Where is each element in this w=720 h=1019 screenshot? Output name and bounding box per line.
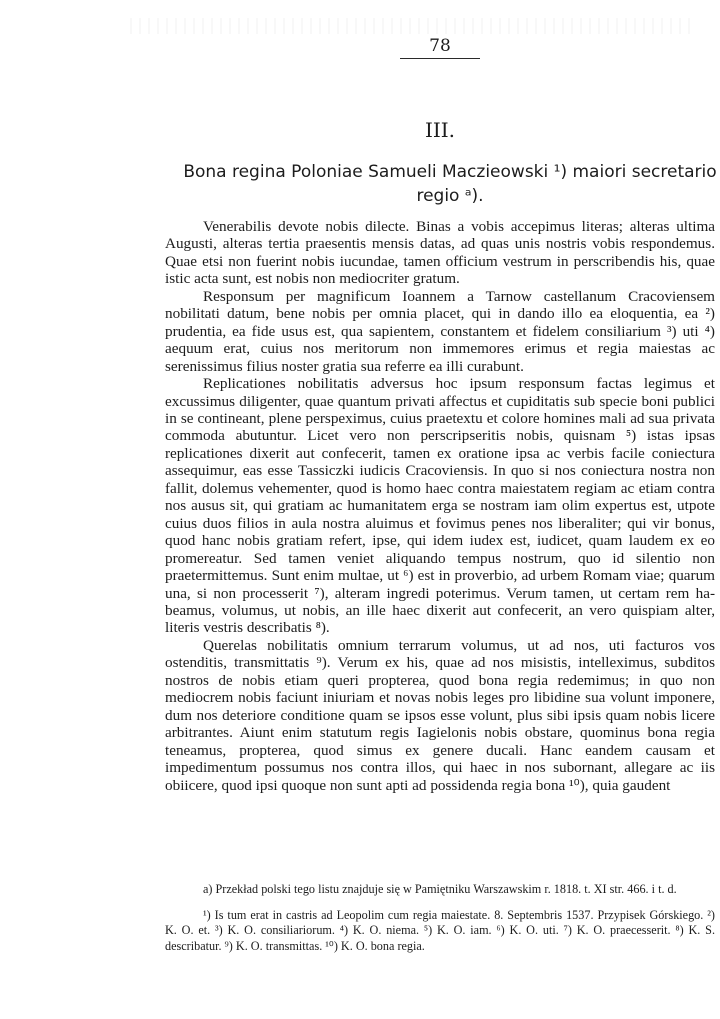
page-number-rule	[400, 58, 480, 59]
section-numeral: III.	[424, 118, 456, 142]
body-paragraph-2: Responsum per magnificum Ioannem a Tarnow castellanum Cracoviensem nobilitati datum, bene nobis per omnia placet, qui in dando illo ea eloquentia, ea ²) prudentia, ea fide usus est, qua sapientem, constantem et fidelem consiliarium ³) uti ⁴) aequum erat, cuius nos meritorum non immemores erimus et regia maiestas ac serenissimus filius noster gratia sua referre ea illi curabunt.	[165, 287, 715, 375]
body-paragraph-4: Querelas nobilitatis omnium terrarum volumus, ut ad nos, uti facturos vos ostenditis, transmittatis ⁹). Verum ex his, quae ad nos misistis, intelleximus, subditos nostros de nobis etiam queri propterea, quod bona regia redemimus; in quo non mediocrem nobis faciunt iniuriam et novas nobis leges pro libidine sua volunt imponere, dum nos deteriore conditione quam se ipsos esse volunt, plus sibi ipsis quam nobis licere arbitrantes. Aiunt enim statutum regis Iagielonis nobis obstare, quominus bona regia teneamus, propterea, quod simus ex genere ducali. Hanc eandem causam et impedimentum possumus nos contra illos, qui haec in nos subornant, allegare ac iis obiicere, quod ipsi quoque non sunt apti ad possidenda regia bona ¹⁰), quia gaudent	[165, 636, 715, 794]
footnotes-numbered: ¹) Is tum erat in castris ad Leopolim cum regia maiestate. 8. Septembris 1537. Przypisek Górskiego. ²) K. O. et. ³) K. O. consiliariorum. ⁴) K. O. niema. ⁵) K. O. iam. ⁶) K. O. uti. ⁷) K. O. praecesserit. ⁸) K. S. describatur. ⁹) K. O. transmittas. ¹⁰) K. O. bona regia.	[165, 907, 715, 953]
footnote-a: a) Przekład polski tego listu znajduje się w Pamiętniku Warszawskim r. 1818. t. XI str. 466. i t. d.	[203, 882, 677, 896]
body-paragraph-1: Venerabilis devote nobis dilecte. Binas a vobis accepimus literas; alteras ultima Augusti, alteras tertia praesentis mensis datas, ad quas unis nostris vobis respondemus. Quae etsi non fuerint nobis iucundae, tamen officium vestrum in perscribendis his, quae istic acta sunt, est nobis non mediocriter gratum.	[165, 218, 715, 288]
letter-title: Bona regina Poloniae Samueli Maczieowski ¹) maiori secretario regio ᵃ).	[183, 162, 717, 206]
footnotes	[165, 882, 715, 954]
page-number: 78	[429, 36, 451, 56]
letter-body	[165, 218, 715, 794]
body-paragraph-3: Replicationes nobilitatis adversus hoc ipsum responsum factas legimus et excussimus diligenter, quae quantum privati affectus et cupiditatis sub specie boni publici in se contineant, plene perspeximus, cuius praetextu et colore homines mali ad sua privata commoda abutuntur. Licet vero non perscripseritis nobis, quisnam ⁵) istas ipsas replicationes dixerit aut confecerit, tamen ex oratione ipsa ac verbis facile coniectura assequimur, eas esse Tassiczki iudicis Cracoviensis. In quo si nos coniectura nostra non fallit, dolemus vehementer, quod is homo haec contra maiestatem regiam ac etiam contra nos ausus sit, qui gratiam ac humanitatem erga se nostram iam olim expertus est, utpote cuius duos filios in aula nostra aluimus et fovimus penes nos liberaliter; qui vir bonus, quod hanc nobis gratiam refert, ipse, qui idem iudex est, iudicet, quam laudem ex eo promereatur. Sed tamen veniet aliquando tempus nostrum, quo id silentio non praetermittemus. Sunt enim multae, ut ⁶) est in proverbio, ad urbem Romam viae; quarum una, si non processerit ⁷), alteram ingredi poterimus. Verum tamen, ut certam rem habeamus, volumus, ut nobis, an ille haec dixerit aut confecerit, an vero quispiam alter, literis vestris describatis ⁸).	[165, 375, 715, 637]
scan-speckle	[130, 18, 690, 34]
